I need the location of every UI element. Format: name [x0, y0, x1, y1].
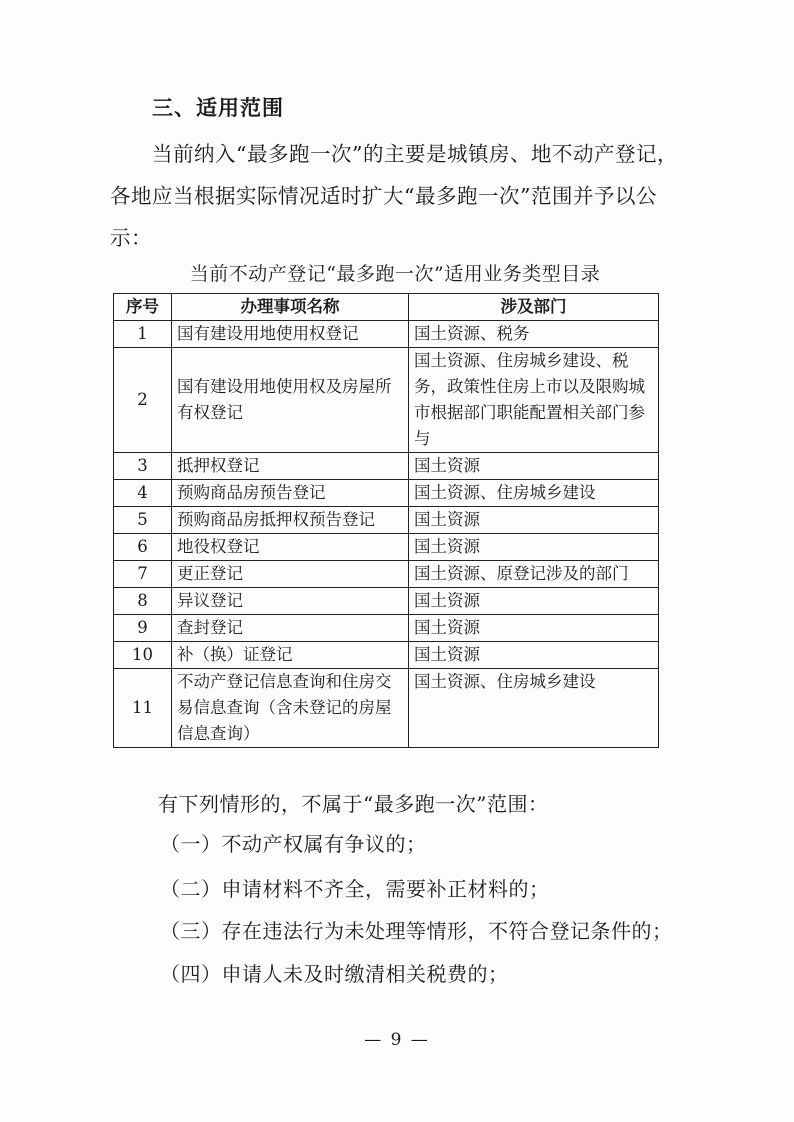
table-row	[114, 348, 659, 453]
table-row	[114, 507, 659, 534]
row-dept: 国土资源、住房城乡建设	[409, 669, 659, 748]
row-name: 国有建设用地使用权及房屋所有权登记	[172, 348, 409, 453]
row-dept: 国土资源、原登记涉及的部门	[409, 561, 659, 588]
header-no: 序号	[114, 294, 172, 321]
row-no: 6	[114, 534, 172, 561]
table-row	[114, 642, 659, 669]
table-row	[114, 321, 659, 348]
row-no: 1	[114, 321, 172, 348]
header-name: 办理事项名称	[172, 294, 409, 321]
row-dept: 国土资源	[409, 588, 659, 615]
section-heading: 三、适用范围	[152, 96, 284, 120]
row-no: 11	[114, 669, 172, 748]
exclusion-item: （一）不动产权属有争议的；	[160, 832, 427, 856]
table-row	[114, 615, 659, 642]
row-name: 抵押权登记	[172, 453, 409, 480]
row-name: 异议登记	[172, 588, 409, 615]
row-name: 预购商品房抵押权预告登记	[172, 507, 409, 534]
row-no: 2	[114, 348, 172, 453]
table-row	[114, 534, 659, 561]
row-dept: 国土资源	[409, 507, 659, 534]
table-row	[114, 588, 659, 615]
row-name: 国有建设用地使用权登记	[172, 321, 409, 348]
row-dept: 国土资源	[409, 615, 659, 642]
row-no: 10	[114, 642, 172, 669]
row-name: 查封登记	[172, 615, 409, 642]
scope-paragraph: 当前纳入“最多跑一次”的主要是城镇房、地不动产登记，各地应当根据实际情况适时扩大“最多跑一次”范围并予以公示：	[110, 142, 678, 250]
row-dept: 国土资源、住房城乡建设	[409, 480, 659, 507]
exclusion-item: （二）申请材料不齐全，需要补正材料的；	[160, 877, 550, 901]
exclusion-item: （四）申请人未及时缴清相关税费的；	[160, 962, 509, 986]
row-no: 5	[114, 507, 172, 534]
row-name: 更正登记	[172, 561, 409, 588]
table-row	[114, 561, 659, 588]
header-dept: 涉及部门	[409, 294, 659, 321]
table-row	[114, 453, 659, 480]
table-row	[114, 480, 659, 507]
exclusions-intro: 有下列情形的，不属于“最多跑一次”范围：	[158, 792, 549, 816]
row-dept: 国土资源	[409, 534, 659, 561]
row-name: 地役权登记	[172, 534, 409, 561]
row-dept: 国土资源	[409, 642, 659, 669]
row-name: 不动产登记信息查询和住房交易信息查询（含未登记的房屋信息查询）	[172, 669, 409, 748]
row-dept: 国土资源、住房城乡建设、税务，政策性住房上市以及限购城市根据部门职能配置相关部门参与	[409, 348, 659, 453]
table-row	[114, 669, 659, 748]
table-header-row	[114, 294, 659, 321]
row-no: 4	[114, 480, 172, 507]
page-number: — 9 —	[364, 1030, 430, 1050]
row-name: 补（换）证登记	[172, 642, 409, 669]
row-no: 9	[114, 615, 172, 642]
exclusion-item: （三）存在违法行为未处理等情形，不符合登记条件的；	[160, 919, 673, 943]
row-no: 7	[114, 561, 172, 588]
row-dept: 国土资源	[409, 453, 659, 480]
row-name: 预购商品房预告登记	[172, 480, 409, 507]
row-no: 3	[114, 453, 172, 480]
business-type-table	[113, 293, 659, 748]
row-no: 8	[114, 588, 172, 615]
table-caption: 当前不动产登记“最多跑一次”适用业务类型目录	[189, 263, 601, 285]
row-dept: 国土资源、税务	[409, 321, 659, 348]
